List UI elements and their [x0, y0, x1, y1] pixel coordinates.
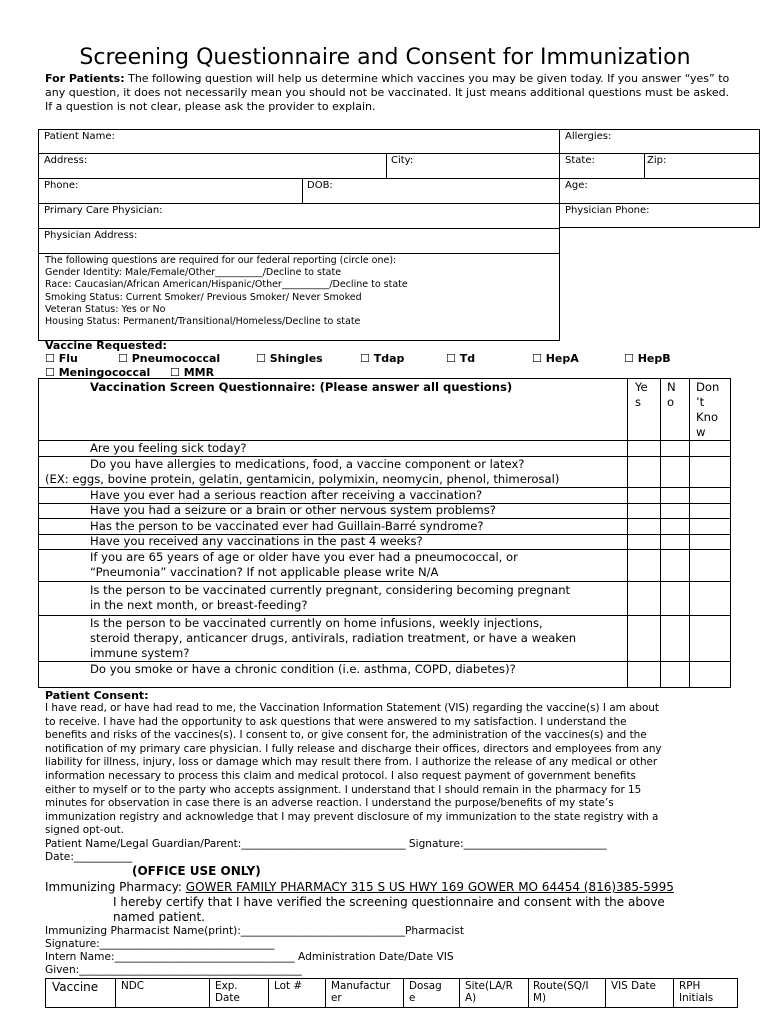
col-exp-date: Exp. Date [215, 980, 240, 1004]
col-site: Site(LA/R A) [465, 980, 513, 1004]
col-dosage: Dosag e [409, 980, 442, 1004]
pharmacy-label: Immunizing Pharmacy: [45, 880, 186, 894]
demographics-line: The following questions are required for our federal reporting (circle one): [45, 255, 397, 266]
vaccine-checkbox-pneumococcal[interactable]: ☐ Pneumococcal [118, 352, 221, 365]
office-use-title: (OFFICE USE ONLY) [132, 864, 261, 878]
pharmacist-name-line[interactable]: Immunizing Pharmacist Name(print):_______________________________Pharmacist [45, 925, 465, 937]
gender-identity-line[interactable]: Gender Identity: Male/Female/Other__________/Decline to state [45, 267, 342, 279]
question-4: Have you had a seizure or a brain or other nervous system problems? [90, 503, 496, 517]
age-field[interactable]: Age: [565, 180, 588, 191]
demographics-block [45, 255, 408, 328]
immunizing-pharmacy [45, 880, 674, 894]
vaccine-checkbox-meningococcal[interactable]: ☐ Meningococcal [45, 366, 151, 379]
physician-address-field[interactable]: Physician Address: [44, 230, 138, 241]
pcp-field[interactable]: Primary Care Physician: [44, 205, 163, 216]
question-9: Is the person to be vaccinated currently on home infusions, weekly injections, [90, 616, 543, 630]
question-10: Do you smoke or have a chronic condition (i.e. asthma, COPD, diabetes)? [90, 662, 516, 676]
allergies-field[interactable]: Allergies: [565, 131, 612, 142]
dob-field[interactable]: DOB: [307, 180, 333, 191]
vaccine-checkbox-td[interactable]: ☐ Td [446, 352, 476, 365]
col-vaccine: Vaccine [52, 980, 99, 994]
vaccine-requested-title: Vaccine Requested: [45, 339, 167, 352]
question-6: Have you received any vaccinations in the past 4 weeks? [90, 534, 423, 548]
intro-lead: For Patients: [45, 72, 125, 85]
question-1: Are you feeling sick today? [90, 441, 247, 455]
guardian-signature-line[interactable]: Patient Name/Legal Guardian/Parent:_______________________________ Signature:___________________________ [45, 838, 607, 850]
vaccine-checkbox-mmr[interactable]: ☐ MMR [170, 366, 215, 379]
patient-form-right [38, 129, 760, 204]
vaccine-checkbox-flu[interactable]: ☐ Flu [45, 352, 78, 365]
col-no-header: N o [667, 380, 676, 409]
col-vis-date: VIS Date [611, 980, 656, 992]
veteran-status-line[interactable]: Veteran Status: Yes or No [45, 303, 166, 315]
address-field[interactable]: Address: [44, 155, 88, 166]
col-dont-know-header: Don ’t Kno w [696, 380, 720, 439]
intro-text: The following question will help us determine which vaccines you may be given today. If you answer “yes” to any question, it does not necessarily mean you should not be vaccinated. It just means additional questions must be asked. If a question is not clear, please ask the provider to explain. [45, 72, 730, 113]
question-9-line-3: immune system? [90, 646, 190, 660]
housing-status-line[interactable]: Housing Status: Permanent/Transitional/Homeless/Decline to state [45, 316, 361, 328]
race-line[interactable]: Race: Caucasian/African American/Hispanic/Other__________/Decline to state [45, 279, 408, 291]
question-9-line-2: steroid therapy, anticancer drugs, antivirals, radiation treatment, or have a weaken [90, 631, 577, 645]
physician-phone-field[interactable]: Physician Phone: [565, 205, 650, 216]
vaccine-checkbox-tdap[interactable]: ☐ Tdap [360, 352, 405, 365]
certify-line-2: named patient. [113, 910, 205, 924]
intern-name-line[interactable]: Intern Name:__________________________________ Administration Date/Date VIS [45, 951, 454, 963]
question-7: If you are 65 years of age or older have you ever had a pneumococcal, or [90, 550, 518, 564]
pharmacist-signature-line[interactable]: Signature:_________________________________ [45, 938, 275, 950]
question-2: Do you have allergies to medications, food, a vaccine component or latex? [90, 457, 525, 471]
state-field[interactable]: State: [565, 155, 595, 166]
vis-given-line[interactable]: Given:__________________________________________ [45, 964, 302, 976]
question-8: Is the person to be vaccinated currently pregnant, considering becoming pregnant [90, 583, 571, 597]
zip-field[interactable]: Zip: [647, 155, 667, 166]
patient-name-field[interactable]: Patient Name: [44, 131, 115, 142]
question-5: Has the person to be vaccinated ever had Guillain-Barré syndrome? [90, 519, 484, 533]
pharmacy-value: GOWER FAMILY PHARMACY 315 S US HWY 169 GOWER MO 64454 (816)385-5995 [185, 880, 674, 894]
col-lot: Lot # [274, 980, 303, 992]
consent-date-line[interactable]: Date:___________ [45, 851, 133, 863]
col-route: Route(SQ/I M) [533, 980, 589, 1004]
col-manufacturer: Manufactur er [331, 980, 391, 1004]
smoking-status-line[interactable]: Smoking Status: Current Smoker/ Previous Smoker/ Never Smoked [45, 291, 362, 303]
certify-line-1: I hereby certify that I have verified the screening questionnaire and consent with the above [113, 895, 665, 909]
city-field[interactable]: City: [391, 155, 414, 166]
questionnaire-header: Vaccination Screen Questionnaire: (Please answer all questions) [90, 380, 513, 394]
vaccine-checkbox-hepb[interactable]: ☐ HepB [624, 352, 671, 365]
col-rph-initials: RPH Initials [679, 980, 714, 1004]
question-7-line-2: “Pneumonia” vaccination? If not applicable please write N/A [90, 565, 439, 579]
vaccine-checkbox-hepa[interactable]: ☐ HepA [532, 352, 579, 365]
vaccine-checkbox-shingles[interactable]: ☐ Shingles [256, 352, 323, 365]
consent-text: I have read, or have had read to me, the Vaccination Information Statement (VIS) regarding the vaccine(s) I am about to receive. I have had the opportunity to ask questions that were answered to my satisfaction. I understand the benefits and risks of the vaccines(s). I consent to, or give consent for, the administration of the vaccines(s) and the notification of my primary care physician. I fully release and discharge their offices, directors and employees from any liability for illness, injury, loss or damage which may result there from. I authorize the release of any medical or other information necessary to process this claim and medical protocol. I also request payment of government benefits either to myself or to the party who accepts assignment. I understand that I should remain in the pharmacy for 15 minutes for observation in case there is an adverse reaction. I understand the purpose/benefits of my state’s immunization registry and acknowledge that I may prevent disclosure of my immunization to the state registry with a signed opt-out. [45, 702, 662, 837]
question-2-examples: (EX: eggs, bovine protein, gelatin, gentamicin, polymixin, neomycin, phenol, thimerosal) [45, 472, 560, 486]
col-yes-header: Ye s [635, 380, 648, 409]
consent-title: Patient Consent: [45, 689, 149, 702]
question-8-line-2: in the next month, or breast-feeding? [90, 598, 308, 612]
intro-paragraph [45, 72, 735, 114]
question-3: Have you ever had a serious reaction after receiving a vaccination? [90, 488, 483, 502]
phone-field[interactable]: Phone: [44, 180, 79, 191]
page-title: Screening Questionnaire and Consent for Immunization [79, 45, 691, 70]
col-ndc: NDC [121, 980, 145, 992]
